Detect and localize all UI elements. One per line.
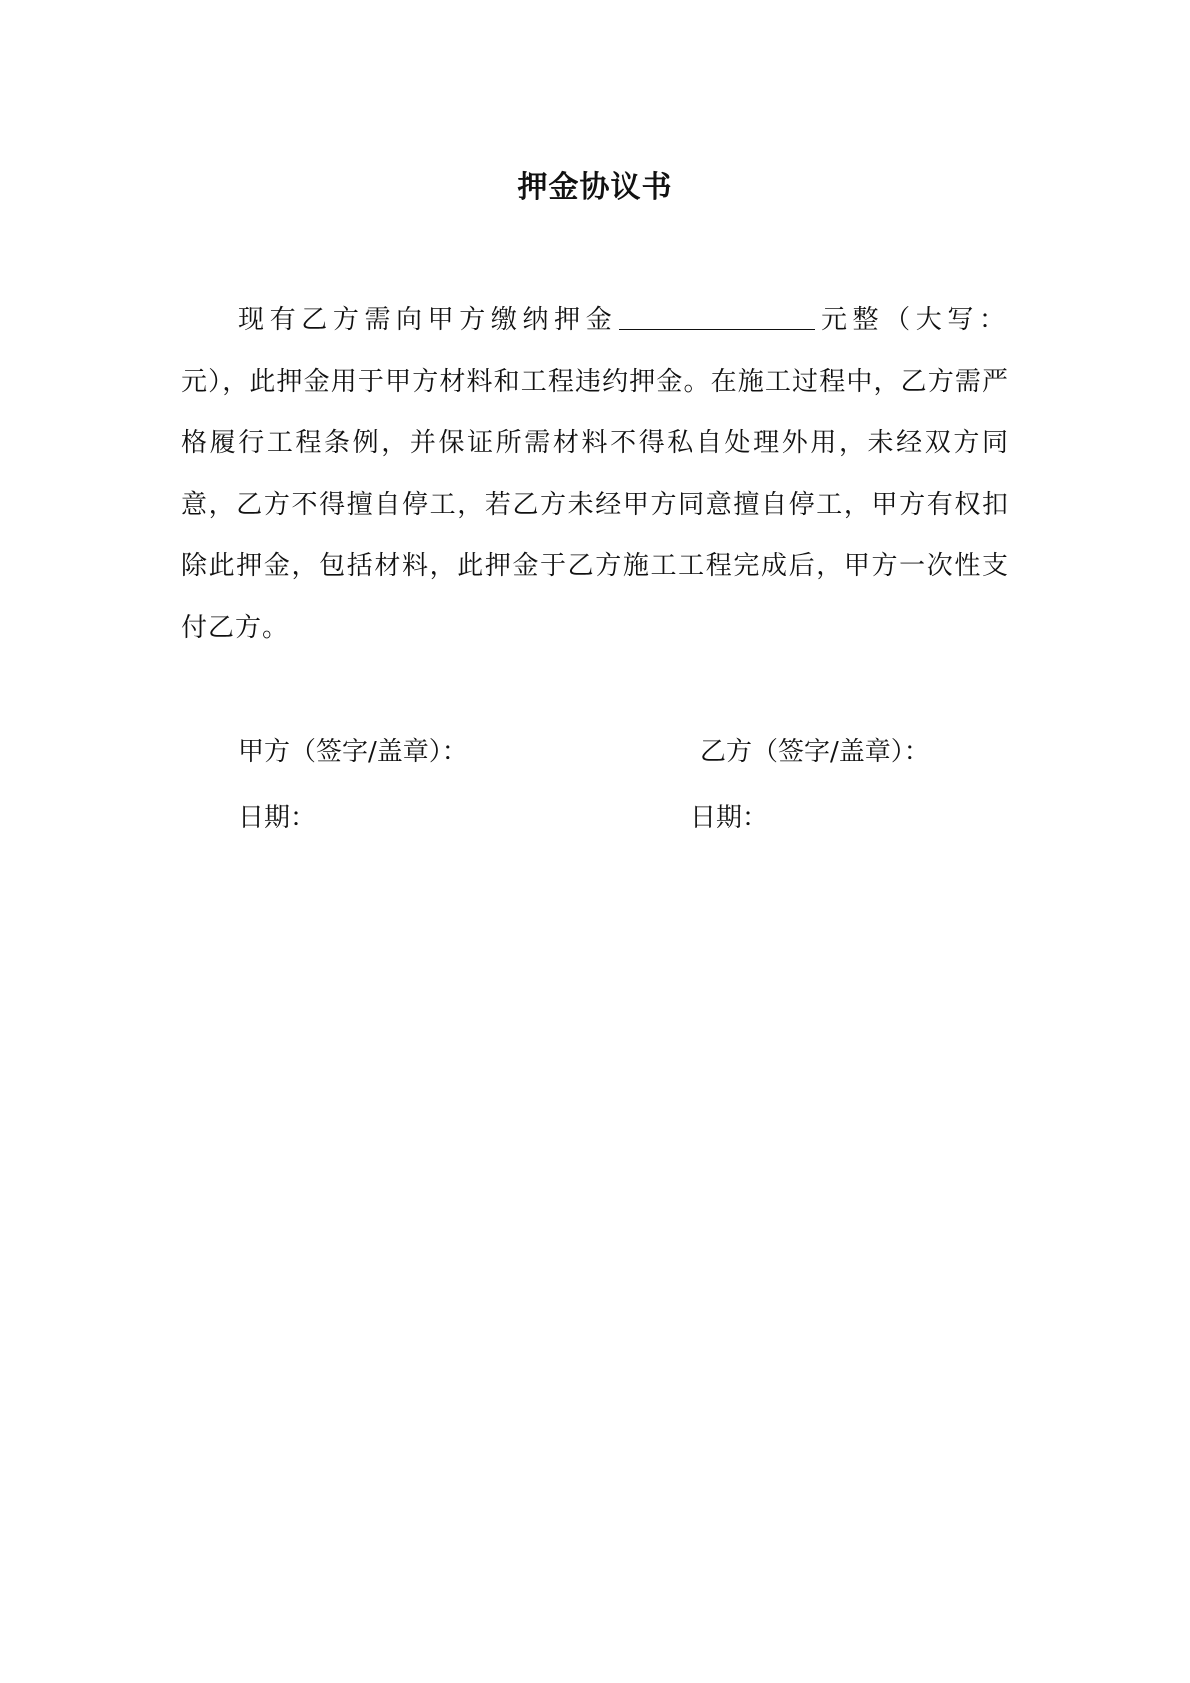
party-a-signature-label: 甲方（签字/盖章）：: [238, 737, 468, 767]
agreement-body: [181, 290, 1009, 659]
deposit-amount-blank: [619, 303, 815, 330]
deposit-intro-text: 现有乙方需向甲方缴纳押金: [238, 305, 618, 335]
party-b-date-label: 日期：: [690, 803, 769, 833]
document-title: 押金协议书: [517, 170, 673, 205]
party-b-signature-label: 乙方（签字/盖章）：: [700, 737, 930, 767]
party-a-date-label: 日期：: [238, 803, 317, 833]
agreement-terms-text: 元），此押金用于甲方材料和工程违约押金。在施工过程中，乙方需严格履行工程条例，并保证所需材料不得私自处理外用，未经双方同意，乙方不得擅自停工，若乙方未经甲方同意擅自停工，甲方有权扣除此押金，包括材料，此押金于乙方施工工程完成后，甲方一次性支付乙方。: [181, 366, 1009, 643]
deposit-unit-text: 元整（大写：: [819, 305, 1009, 335]
